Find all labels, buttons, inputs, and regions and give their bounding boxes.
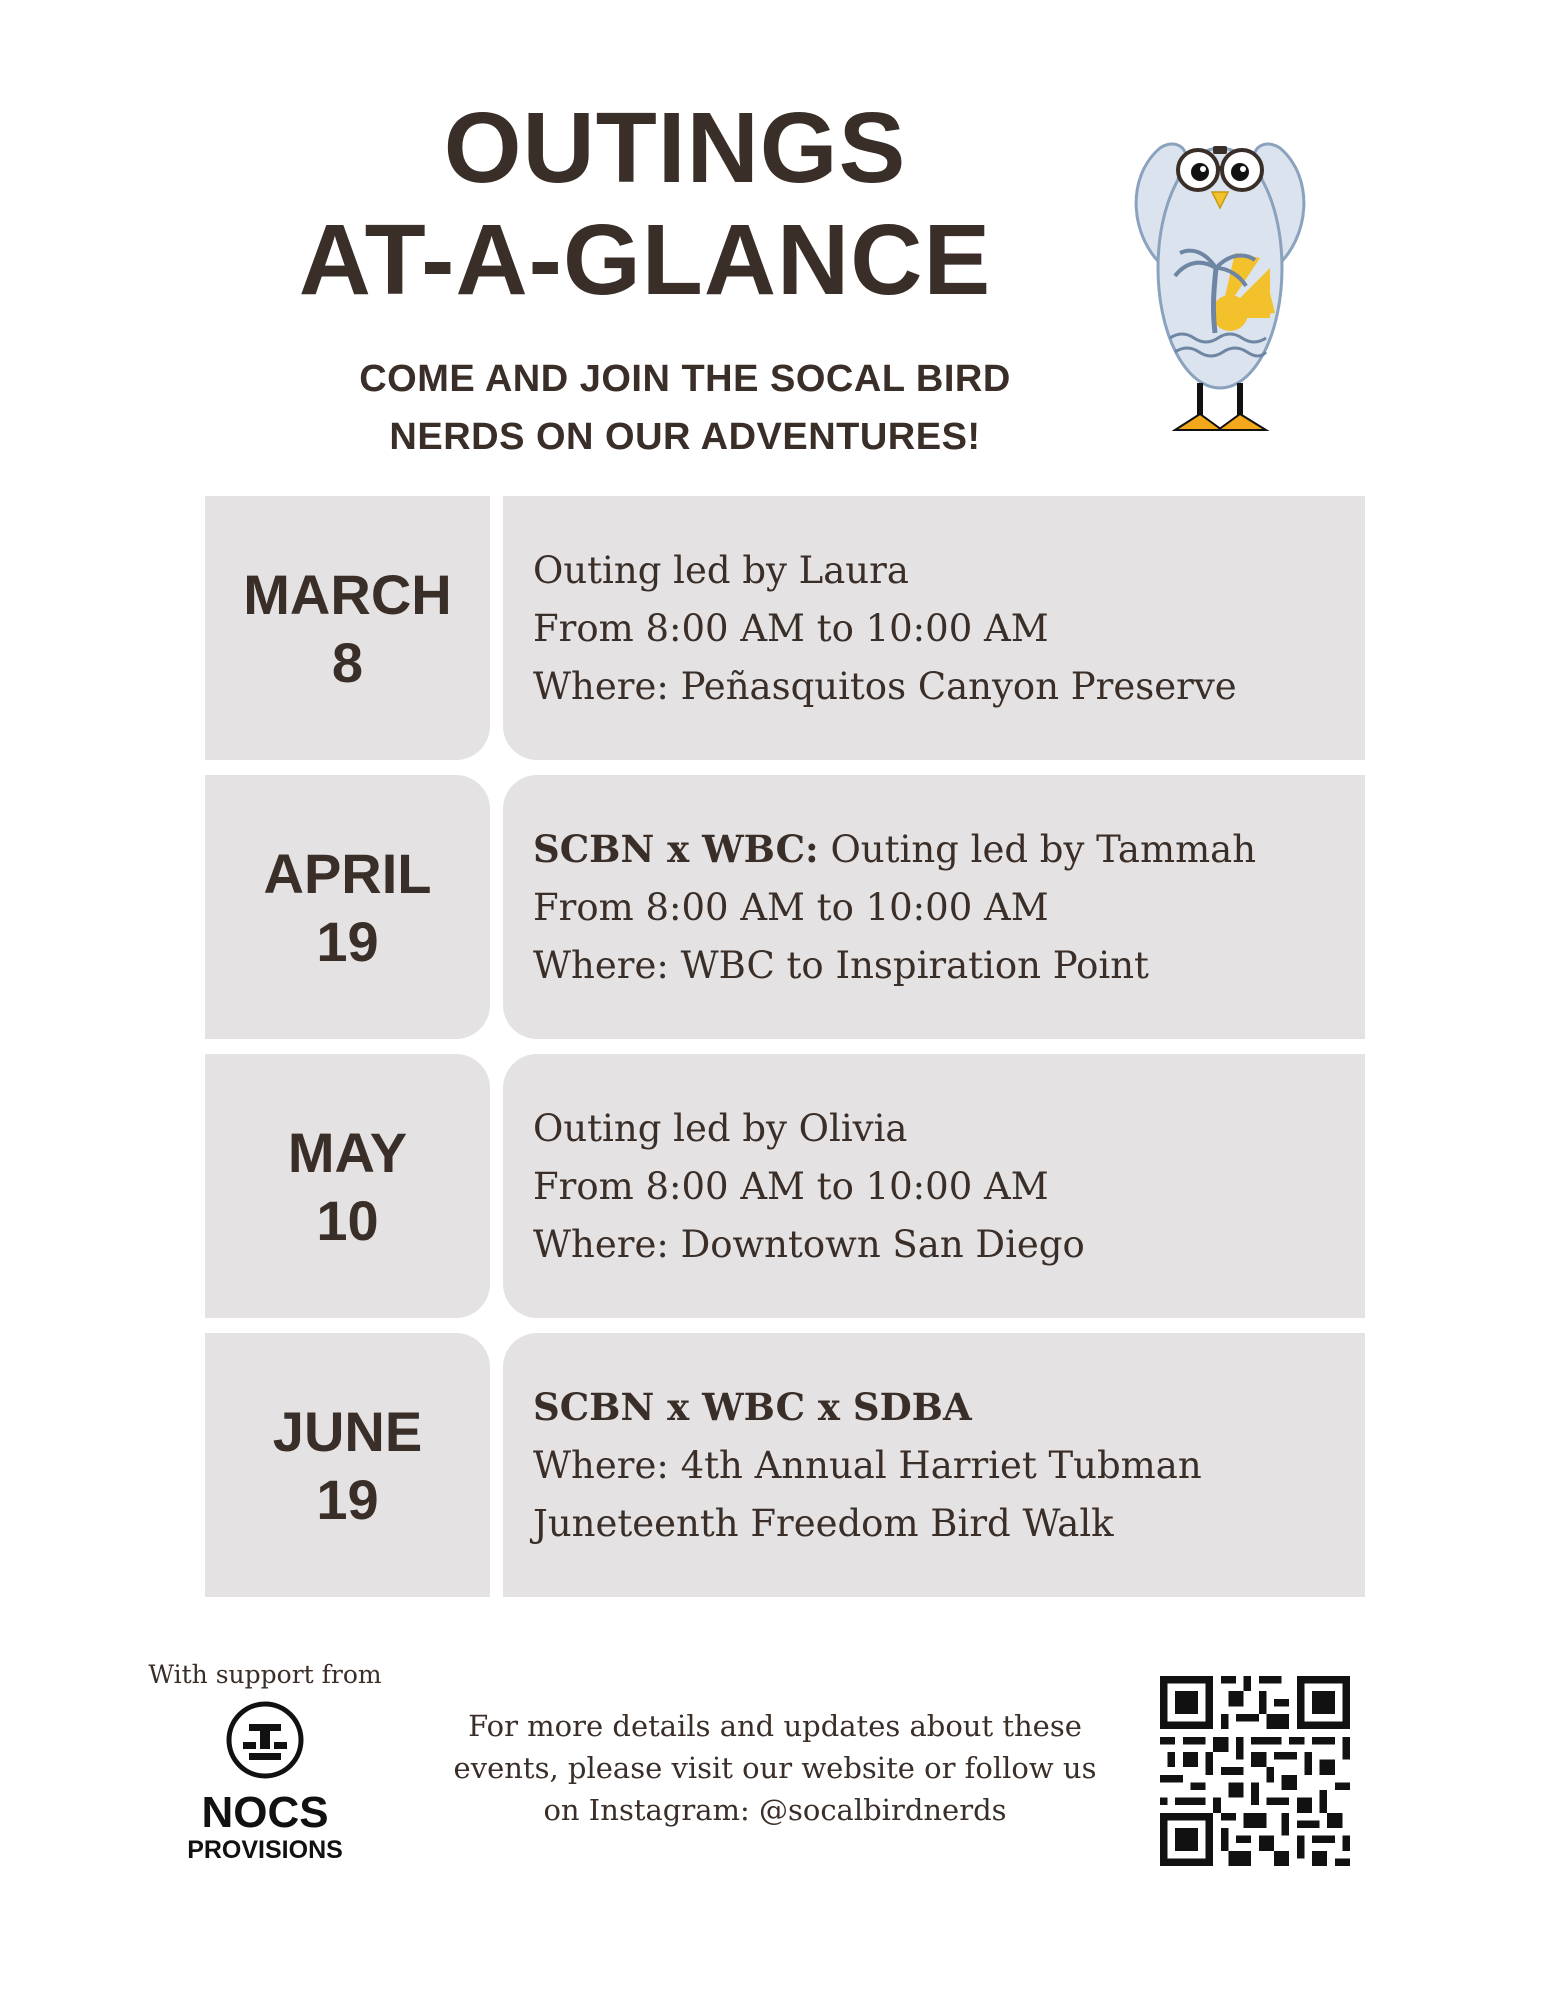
nocs-logo-icon: [225, 1700, 305, 1780]
outing-line-1: [533, 541, 1365, 600]
outing-leader: Outing led by Olivia: [533, 1106, 908, 1150]
outing-day: 10: [316, 1189, 379, 1252]
footer-note-line-1: For more details and updates about these: [468, 1709, 1082, 1743]
outing-details: [503, 775, 1365, 1039]
outing-month: JUNE: [272, 1400, 423, 1463]
outing-date: [205, 496, 490, 760]
outing-line-3: Where: WBC to Inspiration Point: [533, 943, 1149, 987]
title-line-2: AT-A-GLANCE: [298, 204, 992, 316]
date-box: [205, 1333, 490, 1597]
outing-details: [503, 1333, 1365, 1597]
subtitle-line-2: NERDS ON OUR ADVENTURES!: [389, 416, 981, 458]
outing-month: MAY: [287, 1121, 408, 1184]
title-line-1: OUTINGS: [443, 92, 907, 204]
footer-note-line-3: on Instagram: @socalbirdnerds: [543, 1793, 1007, 1827]
outing-line-1: [533, 1378, 1365, 1437]
footer-note: [445, 1705, 1105, 1831]
outing-date: [205, 1333, 490, 1597]
outing-day: 19: [316, 1468, 379, 1531]
sponsor-subtitle: PROVISIONS: [187, 1836, 343, 1864]
outing-date: [205, 1054, 490, 1318]
outing-day: 19: [316, 910, 379, 973]
outing-line-1: [533, 820, 1365, 879]
outing-leader: Outing led by Tammah: [818, 827, 1257, 871]
outing-bold-prefix: SCBN x WBC:: [533, 826, 819, 871]
outing-line-2: From 8:00 AM to 10:00 AM: [533, 885, 1049, 929]
outing-details: [503, 496, 1365, 760]
footer-note-line-2: events, please visit our website or follow us: [453, 1751, 1097, 1785]
outing-row: [205, 1333, 1365, 1597]
outing-line-2: From 8:00 AM to 10:00 AM: [533, 1164, 1049, 1208]
page-subtitle: [270, 350, 1100, 466]
date-box: [205, 775, 490, 1039]
sponsor-name: NOCS: [201, 1788, 329, 1837]
qr-code-icon[interactable]: [1160, 1676, 1350, 1866]
outing-row: [205, 496, 1365, 760]
outing-date: [205, 775, 490, 1039]
support-label: With support from: [148, 1660, 382, 1689]
outing-bold-prefix: SCBN x WBC x SDBA: [533, 1384, 972, 1429]
outing-row: [205, 775, 1365, 1039]
outing-day: 8: [331, 631, 364, 694]
outing-details: [503, 1054, 1365, 1318]
page-title: [200, 92, 1150, 316]
outing-line-2: Where: 4th Annual Harriet Tubman: [533, 1443, 1202, 1487]
outing-month: MARCH: [243, 563, 452, 626]
outing-line-1: [533, 1099, 1365, 1158]
outing-line-2: From 8:00 AM to 10:00 AM: [533, 606, 1049, 650]
outing-leader: Outing led by Laura: [533, 548, 909, 592]
outing-line-3: Where: Peñasquitos Canyon Preserve: [533, 664, 1237, 708]
date-box: [205, 1054, 490, 1318]
outing-row: [205, 1054, 1365, 1318]
outing-month: APRIL: [263, 842, 432, 905]
subtitle-line-1: COME AND JOIN THE SOCAL BIRD: [359, 358, 1011, 400]
outing-line-3: Juneteenth Freedom Bird Walk: [533, 1501, 1114, 1545]
bird-mascot-icon: [1120, 118, 1320, 438]
date-box: [205, 496, 490, 760]
outing-line-3: Where: Downtown San Diego: [533, 1222, 1085, 1266]
